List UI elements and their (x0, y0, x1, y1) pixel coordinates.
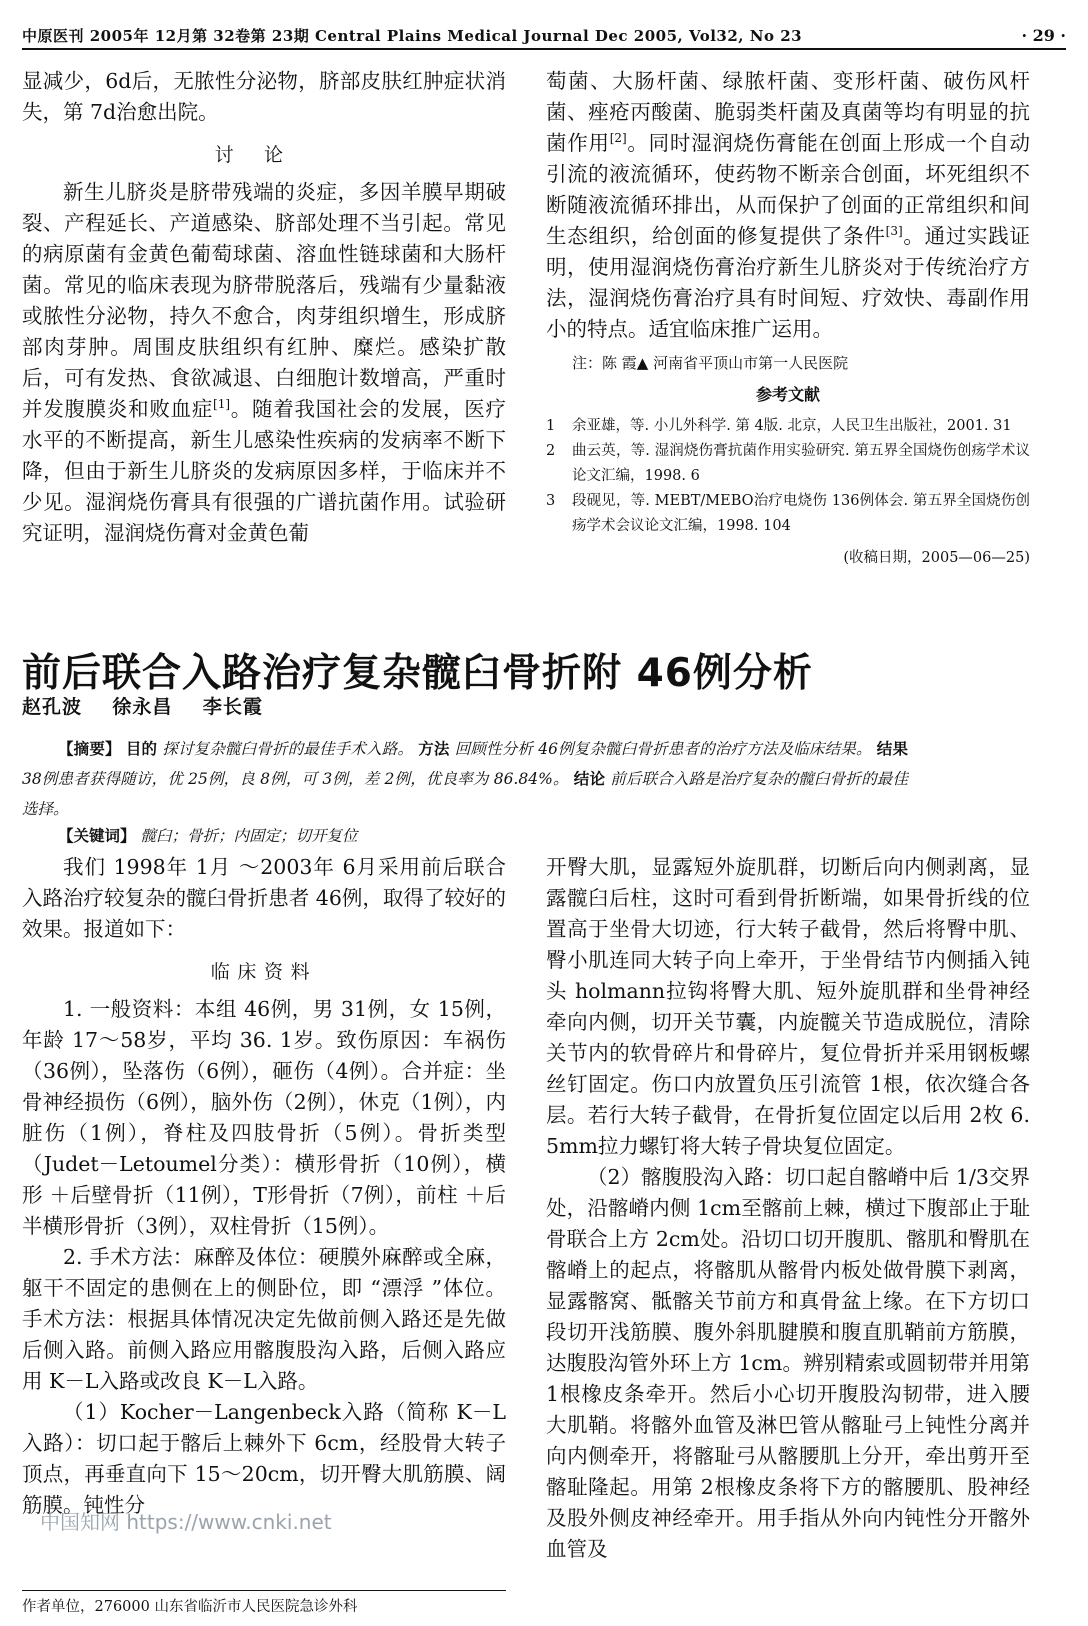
author-note: 注：陈 霞▲ 河南省平顶山市第一人民医院 (572, 354, 849, 372)
prev-article-right-column (546, 66, 1030, 574)
journal-info: 中原医刊 2005年 12月第 32卷第 23期 Central Plains Medical Journal Dec 2005, Vol32, No 23 (22, 26, 803, 45)
prev-article-left-column (22, 66, 506, 549)
citation: [2] (609, 131, 627, 146)
references-title: 参考文献 (755, 385, 820, 404)
result-label: 结果 (876, 740, 908, 758)
page-header (22, 22, 1066, 50)
purpose-label: 目的 (125, 740, 158, 758)
paragraph: （1）Kocher－Langenbeck入路（简称 K－L入路）：切口起于髂后上棘外下 6cm，经股骨大转子顶点，再垂直向下 15～20cm，切开臀大肌筋膜、阔筋膜。钝性分 (22, 1400, 506, 1517)
keywords: 【关键词】 髋臼；骨折；内固定；切开复位 (58, 827, 358, 845)
reference-item: 3 段砚见，等. MEBT/MEBO治疗电烧伤 136例体会. 第五界全国烧伤创疡学术会议论文汇编，1998. 104 (546, 493, 1030, 534)
paragraph: 新生儿脐炎是脐带残端的炎症，多因羊膜早期破裂、产程延长、产道感染、脐部处理不当引起。常见的病原菌有金黄色葡萄球菌、溶血性链球菌和大肠杆菌。常见的临床表现为脐带脱落后，残端有少量黏液或脓性分泌物，持久不愈合，肉芽组织增生，形成脐部肉芽肿。周围皮肤组织有红肿、糜烂。感染扩散后，可有发热、食欲减退、白细胞计数增高，严重时并发腹膜炎和败血症[1]。随着我国社会的发展，医疗水平的不断提高，新生儿感染性疾病的发病率不断下降，但由于新生儿脐炎的发病原因多样，于临床并不少见。湿润烧伤膏具有很强的广谱抗菌作用。试验研究证明，湿润烧伤膏对金黄色葡 (22, 180, 507, 545)
paragraph: 萄菌、大肠杆菌、绿脓杆菌、变形杆菌、破伤风杆菌、痤疮丙酸菌、脆弱类杆菌及真菌等均有明显的抗菌作用[2]。同时湿润烧伤膏能在创面上形成一个自动引流的液流循环，使药物不断亲合创面，坏死组织不断随液流循环排出，从而保护了创面的正常组织和间生态组织，给创面的修复提供了条件[3]。通过实践证明，使用湿润烧伤膏治疗新生儿脐炎对于传统治疗方法，湿润烧伤膏治疗具有时间短、疗效快、毒副作用小的特点。适宜临床推广运用。 (546, 69, 1031, 341)
abstract-label: 【摘要】 (58, 740, 121, 758)
author-affiliation: 作者单位，276000 山东省临沂市人民医院急诊外科 (22, 1590, 506, 1616)
section-title-clinical-data: 临床资料 (210, 961, 318, 983)
reference-item: 1 余亚雄，等. 小儿外科学. 第 4版. 北京，人民卫生出版社，2001. 31 (546, 418, 1012, 434)
references-list (546, 414, 1030, 539)
paragraph: 显减少，6d后，无脓性分泌物，脐部皮肤红肿症状消失，第 7d治愈出院。 (22, 69, 506, 124)
article-title: 前后联合入路治疗复杂髋臼骨折附 46例分析 (22, 651, 813, 696)
citation: [3] (885, 224, 903, 239)
method-label: 方法 (418, 740, 450, 758)
section-title-discussion: 讨论 (214, 144, 314, 166)
article-left-column (22, 852, 506, 1521)
paragraph: （2）髂腹股沟入路：切口起自髂嵴中后 1/3交界处，沿髂嵴内侧 1cm至髂前上棘，横过下腹部止于耻骨联合上方 2cm处。沿切口切开腹肌、髂肌和臀肌在髂嵴上的起点，将髂肌从髂骨内板处做骨膜下剥离，显露髂窝、骶髂关节前方和真骨盆上缘。在下方切口段切开浅筋膜、腹外斜肌腱膜和腹直肌鞘前方筋膜，达腹股沟管外环上方 1cm。辨别精索或圆韧带并用第 1根橡皮条牵开。然后小心切开腹股沟韧带，进入腰大肌鞘。将髂外血管及淋巴管从髂耻弓上钝性分离并向内侧牵开，将髂耻弓从髂腰肌上分开，牵出剪开至髂耻隆起。用第 2根橡皮条将下方的髂腰肌、股神经及股外侧皮神经牵开。用手指从外向内钝性分开髂外血管及 (546, 1165, 1030, 1561)
article-authors: 赵孔波 徐永昌 李长霞 (22, 696, 263, 718)
citation: [1] (213, 397, 231, 412)
reference-item: 2 曲云英，等. 湿润烧伤膏抗菌作用实验研究. 第五界全国烧伤创疡学术议论文汇编，1998. 6 (546, 443, 1030, 484)
keywords-label: 【关键词】 (58, 827, 136, 845)
paragraph: 1. 一般资料：本组 46例，男 31例，女 15例，年龄 17～58岁，平均 36. 1岁。致伤原因：车祸伤（36例），坠落伤（6例），砸伤（4例）。合并症：坐骨神经损伤（6例），脑外伤（2例），休克（1例），内脏伤（1例），脊柱及四肢骨折（5例）。骨折类型（Judet－Letoumel分类）：横形骨折（10例），横形 ＋后壁骨折（11例），T形骨折（7例），前柱 ＋后半横形骨折（3例），双柱骨折（15例）。 (22, 997, 506, 1238)
cnki-watermark: 中国知网 https://www.cnki.net (40, 1510, 332, 1534)
paragraph: 我们 1998年 1月 ～2003年 6月采用前后联合入路治疗较复杂的髋臼骨折患者 46例，取得了较好的效果。报道如下： (22, 855, 506, 941)
page-number: · 29 · (1021, 25, 1066, 45)
article-right-column (546, 852, 1030, 1565)
conclusion-label: 结论 (573, 770, 606, 788)
paragraph: 2. 手术方法：麻醉及体位：硬膜外麻醉或全麻，躯干不固定的患侧在上的侧卧位，即 “漂浮 ”体位。手术方法：根据具体情况决定先做前侧入路还是先做后侧入路。前侧入路应用髂腹股沟入路，后侧入路应用 K－L入路或改良 K－L入路。 (22, 1245, 506, 1393)
paragraph: 开臀大肌，显露短外旋肌群，切断后向内侧剥离，显露髋臼后柱，这时可看到骨折断端，如果骨折线的位置高于坐骨大切迹，行大转子截骨，然后将臀中肌、臀小肌连同大转子向上牵开，于坐骨结节内侧插入钝头 holmann拉钩将臀大肌、短外旋肌群和坐骨神经牵向内侧，切开关节囊，内旋髋关节造成脱位，清除关节内的软骨碎片和骨碎片，复位骨折并采用钢板螺丝钉固定。伤口内放置负压引流管 1根，依次缝合各层。若行大转子截骨，在骨折复位固定以后用 2枚 6. 5mm拉力螺钉将大转子骨块复位固定。 (546, 855, 1030, 1158)
received-date: (收稿日期，2005—06—25) (843, 550, 1030, 566)
abstract: 【摘要】 目的 探讨复杂髋臼骨折的最佳手术入路。 方法 回顾性分析 46例复杂髋臼骨折患者的治疗方法及临床结果。 结果 38例患者获得随访，优 25例，良 8例，可 3例，差 2例，优良率为 86.84%。 结论 前后联合入路是治疗复杂的髋臼骨折的最佳选择。 (22, 740, 908, 818)
